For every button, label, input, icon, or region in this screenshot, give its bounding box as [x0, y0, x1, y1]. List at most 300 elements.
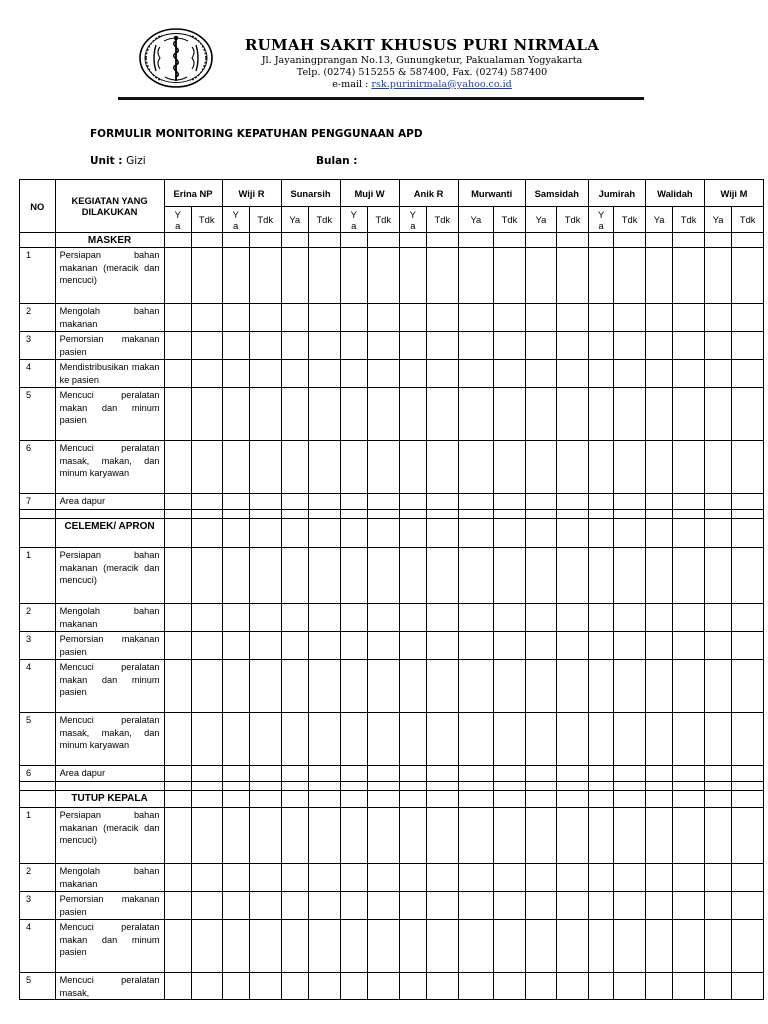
checkbox-cell-tdk[interactable]	[249, 973, 281, 1000]
checkbox-cell-ya[interactable]	[458, 304, 494, 332]
checkbox-cell-tdk[interactable]	[427, 713, 459, 766]
checkbox-cell-tdk[interactable]	[249, 604, 281, 632]
checkbox-cell-tdk[interactable]	[427, 864, 459, 892]
checkbox-cell-ya[interactable]	[340, 713, 367, 766]
checkbox-cell-tdk[interactable]	[368, 360, 400, 388]
checkbox-cell-ya[interactable]	[704, 892, 731, 920]
checkbox-cell-tdk[interactable]	[673, 808, 705, 864]
checkbox-cell-ya[interactable]	[645, 632, 672, 660]
checkbox-cell-tdk[interactable]	[368, 494, 400, 510]
checkbox-cell-tdk[interactable]	[732, 892, 764, 920]
checkbox-cell-tdk[interactable]	[614, 604, 646, 632]
checkbox-cell-tdk[interactable]	[308, 304, 340, 332]
checkbox-cell-tdk[interactable]	[732, 494, 764, 510]
checkbox-cell-tdk[interactable]	[308, 973, 340, 1000]
checkbox-cell-ya[interactable]	[525, 304, 557, 332]
checkbox-cell-tdk[interactable]	[191, 660, 222, 713]
checkbox-cell-ya[interactable]	[399, 388, 426, 441]
checkbox-cell-ya[interactable]	[222, 808, 249, 864]
checkbox-cell-tdk[interactable]	[673, 548, 705, 604]
checkbox-cell-ya[interactable]	[458, 233, 494, 248]
checkbox-cell-ya[interactable]	[458, 519, 494, 548]
checkbox-cell-tdk[interactable]	[673, 713, 705, 766]
checkbox-cell-ya[interactable]	[399, 973, 426, 1000]
checkbox-cell-ya[interactable]	[399, 360, 426, 388]
checkbox-cell-tdk[interactable]	[368, 548, 400, 604]
checkbox-cell-ya[interactable]	[525, 766, 557, 782]
checkbox-cell-ya[interactable]	[588, 494, 613, 510]
checkbox-cell-ya[interactable]	[458, 920, 494, 973]
checkbox-cell-ya[interactable]	[588, 604, 613, 632]
checkbox-cell-tdk[interactable]	[557, 973, 589, 1000]
checkbox-cell-tdk[interactable]	[427, 766, 459, 782]
checkbox-cell-ya[interactable]	[340, 441, 367, 494]
checkbox-cell-tdk[interactable]	[732, 519, 764, 548]
checkbox-cell-ya[interactable]	[525, 632, 557, 660]
checkbox-cell-tdk[interactable]	[557, 660, 589, 713]
checkbox-cell-tdk[interactable]	[732, 920, 764, 973]
checkbox-cell-ya[interactable]	[340, 864, 367, 892]
checkbox-cell-ya[interactable]	[340, 233, 367, 248]
checkbox-cell-ya[interactable]	[399, 441, 426, 494]
checkbox-cell-tdk[interactable]	[308, 604, 340, 632]
checkbox-cell-tdk[interactable]	[494, 360, 526, 388]
checkbox-cell-ya[interactable]	[645, 766, 672, 782]
checkbox-cell-ya[interactable]	[704, 332, 731, 360]
checkbox-cell-tdk[interactable]	[427, 808, 459, 864]
checkbox-cell-tdk[interactable]	[614, 791, 646, 808]
checkbox-cell-ya[interactable]	[588, 519, 613, 548]
checkbox-cell-tdk[interactable]	[191, 519, 222, 548]
checkbox-cell-tdk[interactable]	[249, 892, 281, 920]
checkbox-cell-ya[interactable]	[645, 233, 672, 248]
checkbox-cell-tdk[interactable]	[732, 548, 764, 604]
checkbox-cell-tdk[interactable]	[308, 441, 340, 494]
checkbox-cell-tdk[interactable]	[557, 632, 589, 660]
checkbox-cell-tdk[interactable]	[673, 494, 705, 510]
checkbox-cell-tdk[interactable]	[249, 808, 281, 864]
checkbox-cell-ya[interactable]	[704, 713, 731, 766]
checkbox-cell-ya[interactable]	[525, 660, 557, 713]
checkbox-cell-tdk[interactable]	[494, 808, 526, 864]
checkbox-cell-tdk[interactable]	[673, 604, 705, 632]
checkbox-cell-ya[interactable]	[281, 864, 308, 892]
checkbox-cell-ya[interactable]	[525, 233, 557, 248]
checkbox-cell-tdk[interactable]	[427, 304, 459, 332]
checkbox-cell-ya[interactable]	[281, 713, 308, 766]
checkbox-cell-tdk[interactable]	[191, 864, 222, 892]
checkbox-cell-ya[interactable]	[704, 791, 731, 808]
checkbox-cell-ya[interactable]	[588, 791, 613, 808]
checkbox-cell-tdk[interactable]	[427, 332, 459, 360]
checkbox-cell-ya[interactable]	[588, 973, 613, 1000]
checkbox-cell-ya[interactable]	[340, 548, 367, 604]
checkbox-cell-ya[interactable]	[399, 233, 426, 248]
checkbox-cell-ya[interactable]	[222, 973, 249, 1000]
checkbox-cell-tdk[interactable]	[249, 791, 281, 808]
checkbox-cell-ya[interactable]	[458, 494, 494, 510]
checkbox-cell-tdk[interactable]	[308, 864, 340, 892]
checkbox-cell-tdk[interactable]	[368, 973, 400, 1000]
checkbox-cell-tdk[interactable]	[191, 360, 222, 388]
checkbox-cell-tdk[interactable]	[614, 248, 646, 304]
checkbox-cell-tdk[interactable]	[249, 304, 281, 332]
checkbox-cell-ya[interactable]	[645, 973, 672, 1000]
checkbox-cell-tdk[interactable]	[249, 519, 281, 548]
checkbox-cell-tdk[interactable]	[557, 304, 589, 332]
checkbox-cell-ya[interactable]	[704, 248, 731, 304]
checkbox-cell-ya[interactable]	[164, 808, 191, 864]
checkbox-cell-tdk[interactable]	[673, 864, 705, 892]
checkbox-cell-tdk[interactable]	[249, 441, 281, 494]
checkbox-cell-tdk[interactable]	[494, 548, 526, 604]
checkbox-cell-tdk[interactable]	[673, 660, 705, 713]
checkbox-cell-ya[interactable]	[399, 713, 426, 766]
checkbox-cell-tdk[interactable]	[494, 892, 526, 920]
checkbox-cell-ya[interactable]	[222, 660, 249, 713]
checkbox-cell-ya[interactable]	[281, 233, 308, 248]
checkbox-cell-ya[interactable]	[399, 808, 426, 864]
checkbox-cell-tdk[interactable]	[557, 791, 589, 808]
checkbox-cell-ya[interactable]	[525, 604, 557, 632]
checkbox-cell-ya[interactable]	[340, 304, 367, 332]
checkbox-cell-tdk[interactable]	[614, 808, 646, 864]
checkbox-cell-tdk[interactable]	[557, 604, 589, 632]
checkbox-cell-ya[interactable]	[704, 766, 731, 782]
checkbox-cell-ya[interactable]	[340, 791, 367, 808]
checkbox-cell-ya[interactable]	[222, 233, 249, 248]
checkbox-cell-ya[interactable]	[525, 791, 557, 808]
checkbox-cell-ya[interactable]	[525, 973, 557, 1000]
checkbox-cell-ya[interactable]	[458, 973, 494, 1000]
checkbox-cell-tdk[interactable]	[614, 494, 646, 510]
checkbox-cell-tdk[interactable]	[673, 360, 705, 388]
checkbox-cell-tdk[interactable]	[494, 388, 526, 441]
checkbox-cell-ya[interactable]	[164, 519, 191, 548]
checkbox-cell-tdk[interactable]	[249, 548, 281, 604]
checkbox-cell-tdk[interactable]	[673, 766, 705, 782]
checkbox-cell-tdk[interactable]	[368, 304, 400, 332]
checkbox-cell-ya[interactable]	[399, 864, 426, 892]
checkbox-cell-tdk[interactable]	[249, 332, 281, 360]
checkbox-cell-ya[interactable]	[399, 604, 426, 632]
checkbox-cell-tdk[interactable]	[732, 808, 764, 864]
checkbox-cell-tdk[interactable]	[494, 632, 526, 660]
checkbox-cell-ya[interactable]	[588, 892, 613, 920]
checkbox-cell-ya[interactable]	[340, 766, 367, 782]
checkbox-cell-tdk[interactable]	[368, 920, 400, 973]
checkbox-cell-tdk[interactable]	[732, 360, 764, 388]
checkbox-cell-ya[interactable]	[399, 304, 426, 332]
checkbox-cell-tdk[interactable]	[427, 360, 459, 388]
checkbox-cell-tdk[interactable]	[732, 713, 764, 766]
checkbox-cell-tdk[interactable]	[427, 604, 459, 632]
checkbox-cell-ya[interactable]	[164, 304, 191, 332]
checkbox-cell-ya[interactable]	[222, 766, 249, 782]
checkbox-cell-ya[interactable]	[340, 973, 367, 1000]
checkbox-cell-ya[interactable]	[164, 388, 191, 441]
checkbox-cell-ya[interactable]	[704, 360, 731, 388]
checkbox-cell-tdk[interactable]	[308, 360, 340, 388]
checkbox-cell-ya[interactable]	[458, 360, 494, 388]
checkbox-cell-ya[interactable]	[281, 388, 308, 441]
checkbox-cell-tdk[interactable]	[673, 388, 705, 441]
checkbox-cell-tdk[interactable]	[191, 791, 222, 808]
checkbox-cell-tdk[interactable]	[557, 332, 589, 360]
checkbox-cell-tdk[interactable]	[191, 441, 222, 494]
checkbox-cell-tdk[interactable]	[368, 713, 400, 766]
checkbox-cell-ya[interactable]	[525, 332, 557, 360]
checkbox-cell-ya[interactable]	[458, 248, 494, 304]
checkbox-cell-tdk[interactable]	[368, 864, 400, 892]
checkbox-cell-tdk[interactable]	[249, 766, 281, 782]
checkbox-cell-tdk[interactable]	[732, 332, 764, 360]
checkbox-cell-ya[interactable]	[588, 660, 613, 713]
checkbox-cell-tdk[interactable]	[673, 632, 705, 660]
checkbox-cell-ya[interactable]	[281, 548, 308, 604]
checkbox-cell-ya[interactable]	[645, 441, 672, 494]
checkbox-cell-ya[interactable]	[281, 791, 308, 808]
checkbox-cell-tdk[interactable]	[673, 248, 705, 304]
checkbox-cell-tdk[interactable]	[494, 791, 526, 808]
checkbox-cell-tdk[interactable]	[308, 791, 340, 808]
checkbox-cell-tdk[interactable]	[427, 441, 459, 494]
checkbox-cell-ya[interactable]	[525, 519, 557, 548]
checkbox-cell-ya[interactable]	[525, 248, 557, 304]
checkbox-cell-tdk[interactable]	[614, 920, 646, 973]
checkbox-cell-tdk[interactable]	[614, 660, 646, 713]
checkbox-cell-tdk[interactable]	[673, 233, 705, 248]
checkbox-cell-tdk[interactable]	[427, 233, 459, 248]
checkbox-cell-ya[interactable]	[645, 519, 672, 548]
checkbox-cell-tdk[interactable]	[191, 766, 222, 782]
checkbox-cell-tdk[interactable]	[614, 519, 646, 548]
checkbox-cell-tdk[interactable]	[614, 632, 646, 660]
checkbox-cell-tdk[interactable]	[614, 233, 646, 248]
checkbox-cell-ya[interactable]	[222, 920, 249, 973]
checkbox-cell-tdk[interactable]	[427, 519, 459, 548]
checkbox-cell-ya[interactable]	[704, 660, 731, 713]
checkbox-cell-ya[interactable]	[645, 388, 672, 441]
checkbox-cell-tdk[interactable]	[308, 332, 340, 360]
checkbox-cell-tdk[interactable]	[557, 920, 589, 973]
checkbox-cell-ya[interactable]	[340, 892, 367, 920]
checkbox-cell-tdk[interactable]	[494, 660, 526, 713]
checkbox-cell-tdk[interactable]	[249, 632, 281, 660]
checkbox-cell-ya[interactable]	[525, 388, 557, 441]
checkbox-cell-ya[interactable]	[399, 791, 426, 808]
checkbox-cell-tdk[interactable]	[732, 973, 764, 1000]
checkbox-cell-ya[interactable]	[704, 632, 731, 660]
checkbox-cell-ya[interactable]	[525, 864, 557, 892]
checkbox-cell-ya[interactable]	[281, 660, 308, 713]
checkbox-cell-ya[interactable]	[281, 248, 308, 304]
checkbox-cell-ya[interactable]	[704, 808, 731, 864]
checkbox-cell-ya[interactable]	[222, 441, 249, 494]
checkbox-cell-tdk[interactable]	[614, 388, 646, 441]
checkbox-cell-tdk[interactable]	[673, 441, 705, 494]
checkbox-cell-ya[interactable]	[458, 660, 494, 713]
checkbox-cell-ya[interactable]	[458, 632, 494, 660]
checkbox-cell-ya[interactable]	[222, 519, 249, 548]
checkbox-cell-tdk[interactable]	[191, 892, 222, 920]
checkbox-cell-tdk[interactable]	[249, 360, 281, 388]
checkbox-cell-ya[interactable]	[458, 864, 494, 892]
checkbox-cell-ya[interactable]	[164, 632, 191, 660]
checkbox-cell-ya[interactable]	[645, 604, 672, 632]
checkbox-cell-tdk[interactable]	[308, 494, 340, 510]
checkbox-cell-tdk[interactable]	[368, 808, 400, 864]
checkbox-cell-ya[interactable]	[704, 920, 731, 973]
checkbox-cell-tdk[interactable]	[673, 332, 705, 360]
checkbox-cell-tdk[interactable]	[494, 494, 526, 510]
checkbox-cell-tdk[interactable]	[368, 766, 400, 782]
checkbox-cell-ya[interactable]	[525, 441, 557, 494]
checkbox-cell-tdk[interactable]	[308, 808, 340, 864]
checkbox-cell-tdk[interactable]	[557, 808, 589, 864]
checkbox-cell-tdk[interactable]	[494, 713, 526, 766]
checkbox-cell-tdk[interactable]	[308, 766, 340, 782]
email-link[interactable]: rsk.purinirmala@yahoo.co.id	[371, 79, 512, 90]
checkbox-cell-tdk[interactable]	[308, 920, 340, 973]
checkbox-cell-ya[interactable]	[588, 388, 613, 441]
checkbox-cell-tdk[interactable]	[557, 713, 589, 766]
checkbox-cell-tdk[interactable]	[191, 920, 222, 973]
checkbox-cell-tdk[interactable]	[368, 332, 400, 360]
checkbox-cell-tdk[interactable]	[308, 713, 340, 766]
checkbox-cell-tdk[interactable]	[308, 248, 340, 304]
checkbox-cell-ya[interactable]	[281, 494, 308, 510]
checkbox-cell-tdk[interactable]	[494, 864, 526, 892]
checkbox-cell-tdk[interactable]	[191, 248, 222, 304]
checkbox-cell-ya[interactable]	[458, 808, 494, 864]
checkbox-cell-ya[interactable]	[222, 360, 249, 388]
checkbox-cell-ya[interactable]	[281, 920, 308, 973]
checkbox-cell-ya[interactable]	[645, 808, 672, 864]
checkbox-cell-ya[interactable]	[281, 360, 308, 388]
checkbox-cell-tdk[interactable]	[249, 494, 281, 510]
checkbox-cell-ya[interactable]	[399, 766, 426, 782]
checkbox-cell-ya[interactable]	[164, 766, 191, 782]
checkbox-cell-ya[interactable]	[340, 360, 367, 388]
checkbox-cell-ya[interactable]	[164, 360, 191, 388]
checkbox-cell-ya[interactable]	[645, 304, 672, 332]
checkbox-cell-ya[interactable]	[399, 332, 426, 360]
checkbox-cell-tdk[interactable]	[191, 304, 222, 332]
checkbox-cell-tdk[interactable]	[368, 248, 400, 304]
checkbox-cell-ya[interactable]	[588, 548, 613, 604]
checkbox-cell-tdk[interactable]	[673, 519, 705, 548]
checkbox-cell-tdk[interactable]	[368, 441, 400, 494]
checkbox-cell-ya[interactable]	[588, 864, 613, 892]
checkbox-cell-ya[interactable]	[525, 360, 557, 388]
checkbox-cell-ya[interactable]	[588, 233, 613, 248]
checkbox-cell-ya[interactable]	[588, 713, 613, 766]
checkbox-cell-tdk[interactable]	[732, 304, 764, 332]
checkbox-cell-tdk[interactable]	[614, 864, 646, 892]
checkbox-cell-tdk[interactable]	[427, 548, 459, 604]
checkbox-cell-ya[interactable]	[458, 388, 494, 441]
checkbox-cell-tdk[interactable]	[494, 519, 526, 548]
checkbox-cell-tdk[interactable]	[191, 233, 222, 248]
checkbox-cell-ya[interactable]	[588, 441, 613, 494]
checkbox-cell-tdk[interactable]	[614, 892, 646, 920]
checkbox-cell-ya[interactable]	[222, 332, 249, 360]
checkbox-cell-ya[interactable]	[164, 713, 191, 766]
checkbox-cell-ya[interactable]	[281, 766, 308, 782]
checkbox-cell-ya[interactable]	[645, 892, 672, 920]
checkbox-cell-ya[interactable]	[281, 304, 308, 332]
checkbox-cell-ya[interactable]	[645, 360, 672, 388]
checkbox-cell-ya[interactable]	[588, 808, 613, 864]
checkbox-cell-tdk[interactable]	[191, 494, 222, 510]
checkbox-cell-tdk[interactable]	[557, 864, 589, 892]
checkbox-cell-ya[interactable]	[281, 332, 308, 360]
checkbox-cell-tdk[interactable]	[191, 713, 222, 766]
checkbox-cell-ya[interactable]	[399, 660, 426, 713]
checkbox-cell-ya[interactable]	[588, 360, 613, 388]
checkbox-cell-tdk[interactable]	[732, 660, 764, 713]
checkbox-cell-tdk[interactable]	[494, 920, 526, 973]
checkbox-cell-tdk[interactable]	[494, 332, 526, 360]
checkbox-cell-ya[interactable]	[340, 332, 367, 360]
checkbox-cell-ya[interactable]	[222, 604, 249, 632]
checkbox-cell-ya[interactable]	[588, 304, 613, 332]
checkbox-cell-ya[interactable]	[222, 713, 249, 766]
checkbox-cell-tdk[interactable]	[427, 632, 459, 660]
checkbox-cell-tdk[interactable]	[191, 388, 222, 441]
checkbox-cell-tdk[interactable]	[191, 632, 222, 660]
checkbox-cell-tdk[interactable]	[191, 604, 222, 632]
checkbox-cell-tdk[interactable]	[557, 548, 589, 604]
checkbox-cell-ya[interactable]	[222, 304, 249, 332]
checkbox-cell-ya[interactable]	[340, 519, 367, 548]
checkbox-cell-tdk[interactable]	[191, 973, 222, 1000]
checkbox-cell-ya[interactable]	[645, 713, 672, 766]
checkbox-cell-tdk[interactable]	[732, 604, 764, 632]
checkbox-cell-ya[interactable]	[588, 766, 613, 782]
checkbox-cell-ya[interactable]	[458, 892, 494, 920]
checkbox-cell-ya[interactable]	[340, 248, 367, 304]
checkbox-cell-tdk[interactable]	[368, 892, 400, 920]
checkbox-cell-tdk[interactable]	[249, 388, 281, 441]
checkbox-cell-ya[interactable]	[704, 548, 731, 604]
checkbox-cell-tdk[interactable]	[308, 548, 340, 604]
checkbox-cell-ya[interactable]	[222, 632, 249, 660]
checkbox-cell-tdk[interactable]	[427, 494, 459, 510]
checkbox-cell-ya[interactable]	[525, 920, 557, 973]
checkbox-cell-tdk[interactable]	[368, 233, 400, 248]
checkbox-cell-ya[interactable]	[704, 604, 731, 632]
checkbox-cell-ya[interactable]	[340, 920, 367, 973]
checkbox-cell-tdk[interactable]	[494, 304, 526, 332]
checkbox-cell-tdk[interactable]	[732, 864, 764, 892]
checkbox-cell-tdk[interactable]	[614, 548, 646, 604]
checkbox-cell-tdk[interactable]	[732, 248, 764, 304]
checkbox-cell-ya[interactable]	[281, 808, 308, 864]
checkbox-cell-ya[interactable]	[164, 494, 191, 510]
checkbox-cell-tdk[interactable]	[732, 441, 764, 494]
checkbox-cell-ya[interactable]	[164, 864, 191, 892]
checkbox-cell-tdk[interactable]	[614, 360, 646, 388]
checkbox-cell-ya[interactable]	[222, 791, 249, 808]
checkbox-cell-ya[interactable]	[164, 920, 191, 973]
checkbox-cell-ya[interactable]	[340, 604, 367, 632]
checkbox-cell-tdk[interactable]	[249, 660, 281, 713]
checkbox-cell-tdk[interactable]	[557, 494, 589, 510]
checkbox-cell-tdk[interactable]	[614, 766, 646, 782]
checkbox-cell-ya[interactable]	[222, 864, 249, 892]
